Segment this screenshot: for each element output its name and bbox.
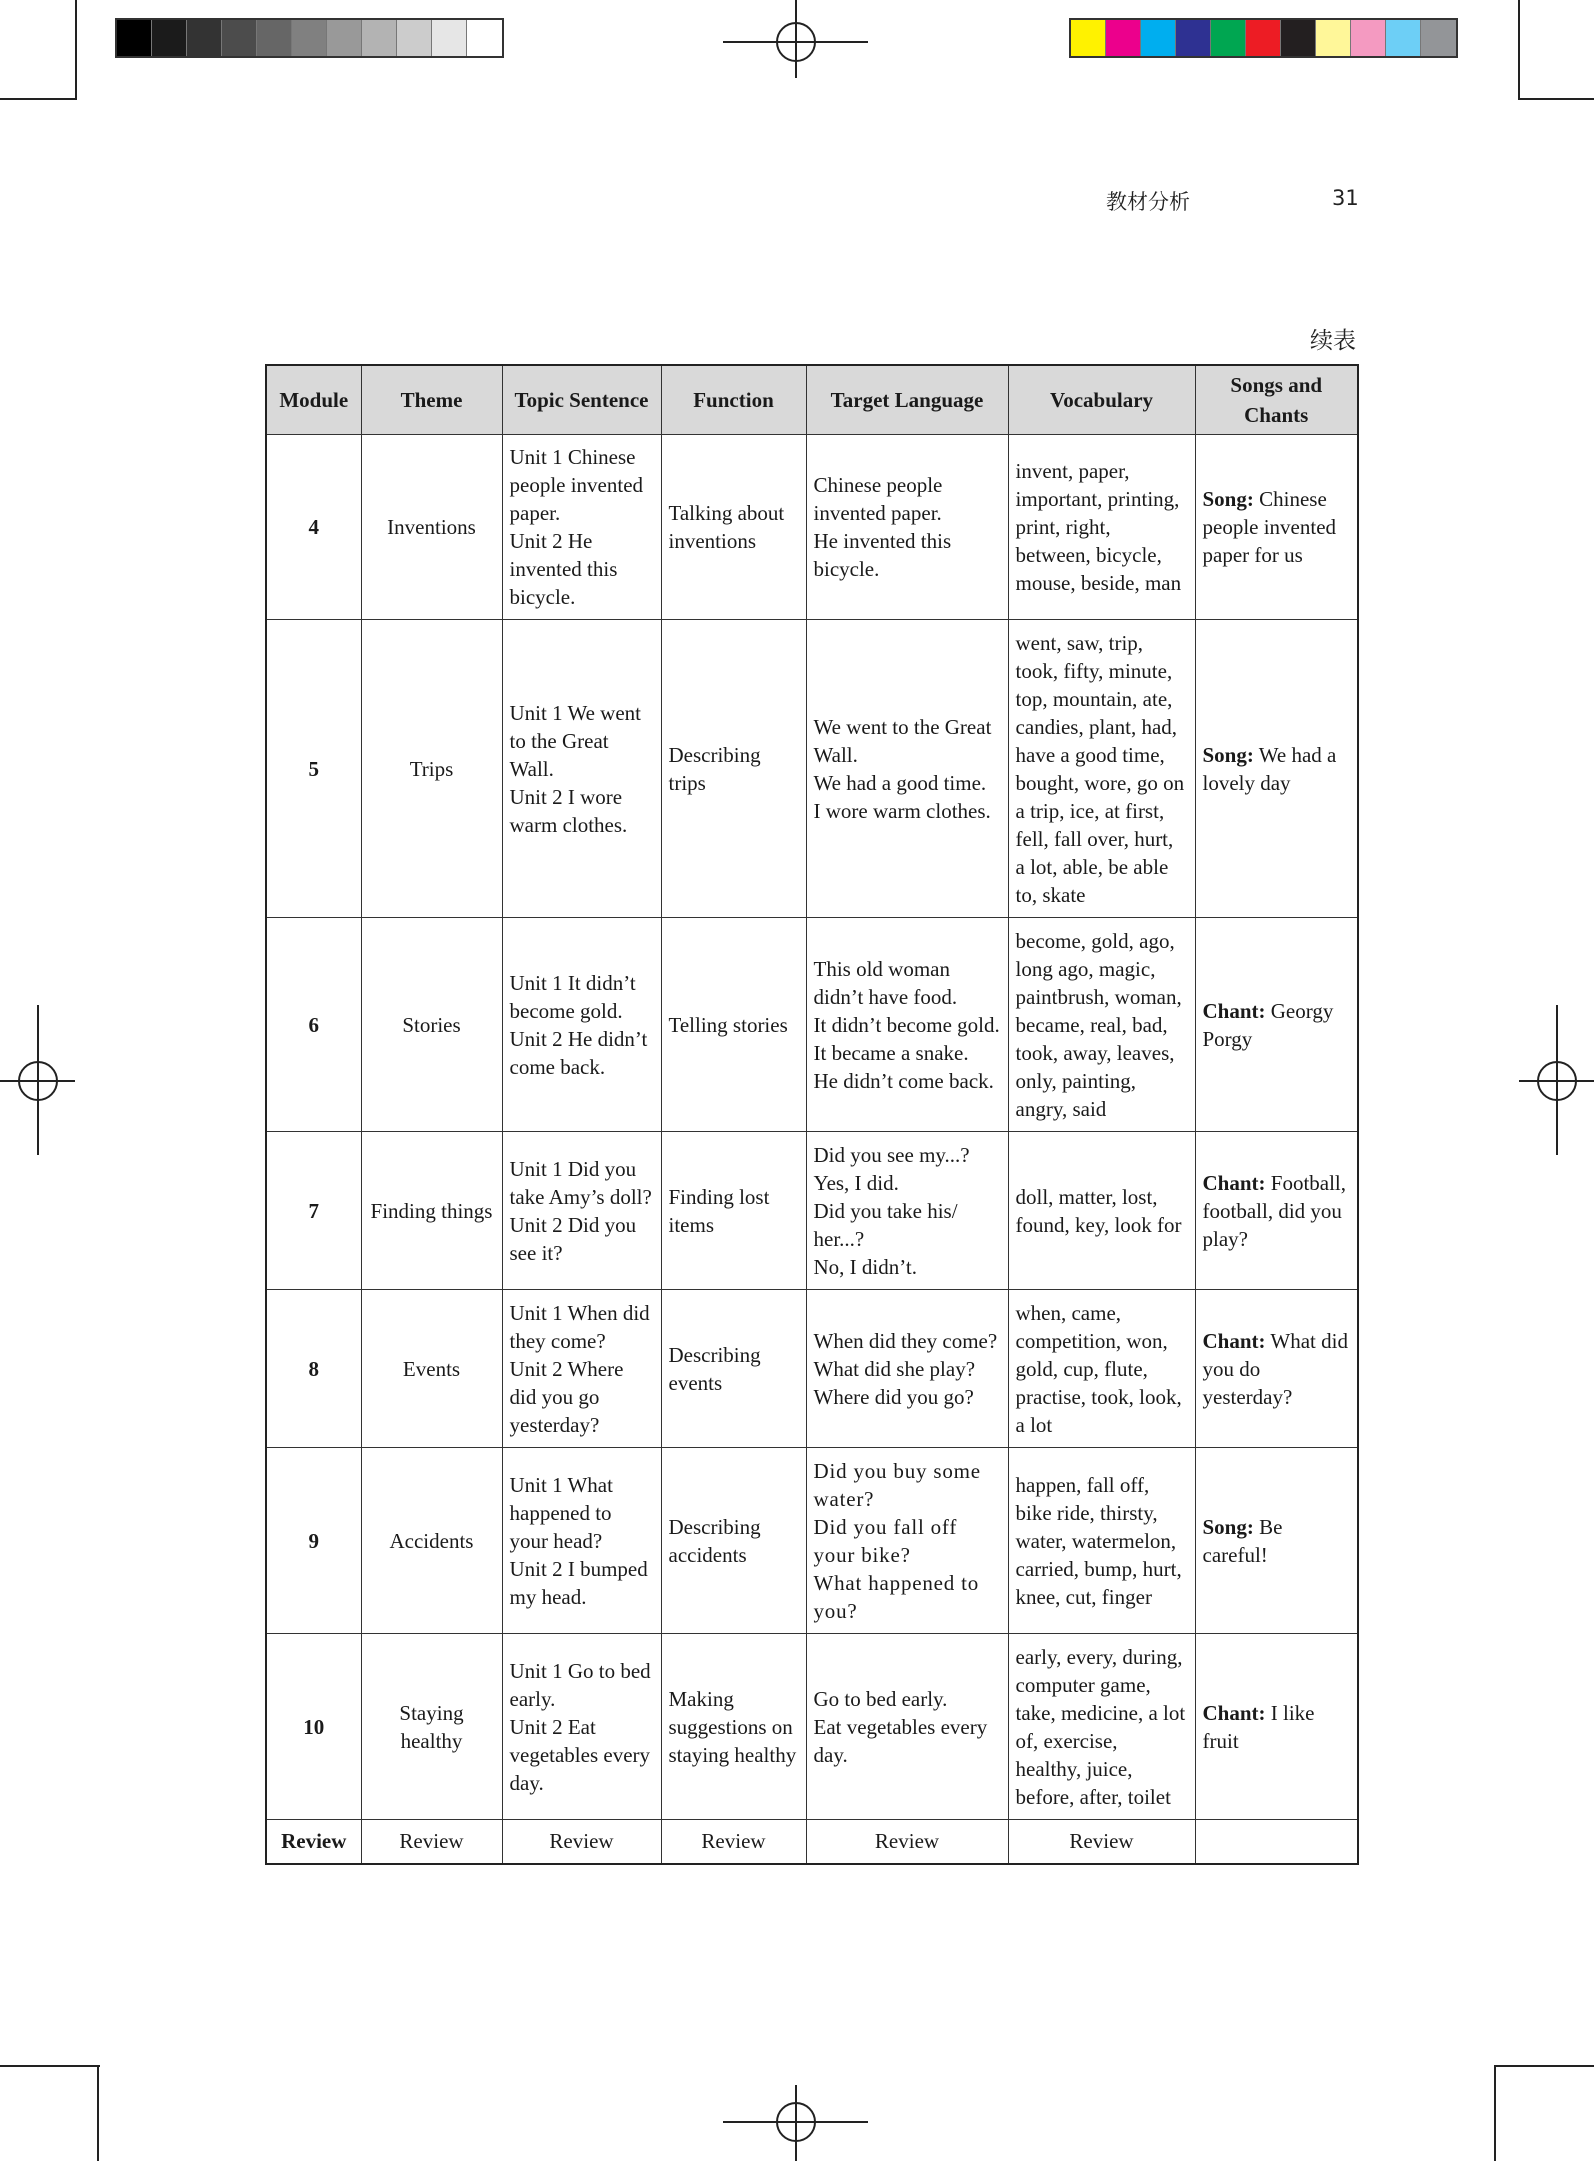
table-row bbox=[266, 1448, 1358, 1634]
song-type-label: Chant: bbox=[1202, 1328, 1266, 1353]
target-language-line: Did you take his/ her...? bbox=[813, 1198, 958, 1251]
function-cell: Describing accidents bbox=[661, 1448, 806, 1634]
topic-sentence-line: Unit 1 Chinese people invented paper. bbox=[509, 445, 644, 525]
target-language-cell bbox=[806, 435, 1008, 620]
topic-sentence-line: Unit 2 Where did you go yesterday? bbox=[509, 1356, 624, 1437]
table-row bbox=[266, 1634, 1358, 1820]
target-language-line: What happened to you? bbox=[813, 1570, 980, 1623]
target-language-line: We had a good time. bbox=[813, 770, 987, 795]
vocabulary-cell: when, came, competition, won, gold, cup, flute, practise, took, look, a lot bbox=[1008, 1290, 1195, 1448]
process-color-swatch bbox=[1071, 20, 1106, 56]
songs-chants-cell bbox=[1195, 1448, 1358, 1634]
song-type-label: Chant: bbox=[1202, 1700, 1266, 1725]
curriculum-table bbox=[265, 364, 1359, 1865]
topic-sentence-line: Unit 1 What happened to your head? bbox=[509, 1472, 613, 1553]
table-row bbox=[266, 1132, 1358, 1290]
song-title: Georgy Porgy bbox=[1202, 998, 1334, 1051]
songs-chants-cell bbox=[1195, 1132, 1358, 1290]
header-module: Module bbox=[266, 365, 361, 435]
target-language-line: Yes, I did. bbox=[813, 1170, 899, 1195]
topic-sentence-line: Unit 1 We went to the Great Wall. bbox=[509, 700, 641, 781]
table-continued-label: 续表 bbox=[1310, 328, 1356, 354]
target-language-line: Go to bed early. bbox=[813, 1686, 948, 1711]
review-topic-cell: Review bbox=[502, 1820, 661, 1864]
page-number: 31 bbox=[1332, 186, 1359, 210]
topic-sentence-line: Unit 2 He invented this bicycle. bbox=[509, 529, 618, 609]
process-color-swatch bbox=[1386, 20, 1421, 56]
vocabulary-cell: doll, matter, lost, found, key, look for bbox=[1008, 1132, 1195, 1290]
review-row bbox=[266, 1820, 1358, 1864]
target-language-line: When did they come? bbox=[813, 1328, 998, 1353]
target-language-line: I wore warm clothes. bbox=[813, 798, 991, 823]
review-function-cell: Review bbox=[661, 1820, 806, 1864]
topic-sentence-line: Unit 2 Eat vegetables every day. bbox=[509, 1714, 651, 1795]
target-language-cell bbox=[806, 1132, 1008, 1290]
process-color-swatch bbox=[1176, 20, 1211, 56]
target-language-line: What did she play? bbox=[813, 1356, 976, 1381]
header-vocabulary: Vocabulary bbox=[1008, 365, 1195, 435]
songs-chants-cell bbox=[1195, 1290, 1358, 1448]
topic-sentence-line: Unit 2 I bumped my head. bbox=[509, 1556, 648, 1609]
theme-cell: Finding things bbox=[361, 1132, 502, 1290]
song-type-label: Song: bbox=[1202, 1514, 1254, 1539]
song-type-label: Chant: bbox=[1202, 1170, 1266, 1195]
vocabulary-cell: become, gold, ago, long ago, magic, paintbrush, woman, became, real, bad, took, away, leaves, only, painting, angry, said bbox=[1008, 918, 1195, 1132]
song-type-label: Song: bbox=[1202, 487, 1254, 511]
target-language-line: Did you fall off your bike? bbox=[813, 1514, 958, 1567]
vocabulary-cell: early, every, during, computer game, take, medicine, a lot of, exercise, healthy, juice, before, after, toilet bbox=[1008, 1634, 1195, 1820]
topic-sentence-line: Unit 2 Did you see it? bbox=[509, 1212, 637, 1265]
topic-sentence-line: Unit 1 It didn’t become gold. bbox=[509, 970, 636, 1023]
process-color-swatch bbox=[1281, 20, 1316, 56]
module-cell: 9 bbox=[266, 1448, 361, 1634]
process-color-bar bbox=[1069, 18, 1458, 58]
topic-sentence-cell bbox=[502, 620, 661, 918]
target-language-line: He didn’t come back. bbox=[813, 1068, 994, 1093]
process-color-swatch bbox=[1351, 20, 1386, 56]
vocabulary-cell: went, saw, trip, took, fifty, minute, top, mountain, ate, candies, plant, had, have a good time, bought, wore, go on a trip, ice, at first, fell, fall over, hurt, a lot, able, be able to, skate bbox=[1008, 620, 1195, 918]
target-language-line: This old woman didn’t have food. bbox=[813, 956, 958, 1009]
topic-sentence-line: Unit 1 When did they come? bbox=[509, 1300, 650, 1353]
topic-sentence-line: Unit 2 I wore warm clothes. bbox=[509, 784, 628, 837]
topic-sentence-cell bbox=[502, 1634, 661, 1820]
target-language-line: Did you see my...? bbox=[813, 1142, 970, 1167]
review-target-cell: Review bbox=[806, 1820, 1008, 1864]
topic-sentence-line: Unit 1 Did you take Amy’s doll? bbox=[509, 1156, 652, 1209]
topic-sentence-line: Unit 1 Go to bed early. bbox=[509, 1658, 651, 1711]
song-title: Chinese people invented paper for us bbox=[1202, 487, 1337, 567]
function-cell: Telling stories bbox=[661, 918, 806, 1132]
vocabulary-cell: invent, paper, important, printing, print, right, between, bicycle, mouse, beside, man bbox=[1008, 435, 1195, 620]
process-color-swatch bbox=[1211, 20, 1246, 56]
song-title: Football, football, did you play? bbox=[1202, 1170, 1347, 1251]
topic-sentence-cell bbox=[502, 1448, 661, 1634]
target-language-line: Where did you go? bbox=[813, 1384, 974, 1409]
theme-cell: Events bbox=[361, 1290, 502, 1448]
theme-cell: Stories bbox=[361, 918, 502, 1132]
topic-sentence-cell bbox=[502, 435, 661, 620]
process-color-swatch bbox=[1246, 20, 1281, 56]
review-module-cell: Review bbox=[266, 1820, 361, 1864]
table-header-row bbox=[266, 365, 1358, 435]
song-type-label: Chant: bbox=[1202, 998, 1266, 1023]
grayscale-swatch bbox=[187, 20, 222, 56]
target-language-line: Did you buy some water? bbox=[813, 1458, 981, 1511]
grayscale-swatch bbox=[292, 20, 327, 56]
function-cell: Describing events bbox=[661, 1290, 806, 1448]
vocabulary-cell: happen, fall off, bike ride, thirsty, water, watermelon, carried, bump, hurt, knee, cut, finger bbox=[1008, 1448, 1195, 1634]
target-language-line: We went to the Great Wall. bbox=[813, 714, 992, 767]
songs-chants-cell bbox=[1195, 1634, 1358, 1820]
target-language-cell bbox=[806, 1634, 1008, 1820]
grayscale-swatch bbox=[362, 20, 397, 56]
topic-sentence-cell bbox=[502, 918, 661, 1132]
review-vocabulary-cell: Review bbox=[1008, 1820, 1195, 1864]
module-cell: 8 bbox=[266, 1290, 361, 1448]
function-cell: Making suggestions on staying healthy bbox=[661, 1634, 806, 1820]
header-songs-and-chants: Songs and Chants bbox=[1195, 365, 1358, 435]
topic-sentence-cell bbox=[502, 1132, 661, 1290]
grayscale-swatch bbox=[117, 20, 152, 56]
song-type-label: Song: bbox=[1202, 742, 1254, 767]
target-language-line: No, I didn’t. bbox=[813, 1254, 917, 1279]
grayscale-swatch bbox=[327, 20, 362, 56]
songs-chants-cell bbox=[1195, 435, 1358, 620]
process-color-swatch bbox=[1106, 20, 1141, 56]
grayscale-swatch bbox=[257, 20, 292, 56]
review-songs-cell bbox=[1195, 1820, 1358, 1864]
song-title: We had a lovely day bbox=[1202, 742, 1337, 795]
song-title: Be careful! bbox=[1202, 1514, 1283, 1567]
header-topic-sentence: Topic Sentence bbox=[502, 365, 661, 435]
module-cell: 6 bbox=[266, 918, 361, 1132]
grayscale-swatch bbox=[397, 20, 432, 56]
header-function: Function bbox=[661, 365, 806, 435]
process-color-swatch bbox=[1421, 20, 1456, 56]
topic-sentence-cell bbox=[502, 1290, 661, 1448]
table-row bbox=[266, 620, 1358, 918]
grayscale-swatch bbox=[432, 20, 467, 56]
target-language-line: He invented this bicycle. bbox=[813, 529, 952, 581]
song-title: I like fruit bbox=[1202, 1700, 1315, 1753]
topic-sentence-line: Unit 2 He didn’t come back. bbox=[509, 1026, 648, 1079]
function-cell: Talking about inventions bbox=[661, 435, 806, 620]
target-language-cell bbox=[806, 1448, 1008, 1634]
grayscale-color-bar bbox=[115, 18, 504, 58]
theme-cell: Inventions bbox=[361, 435, 502, 620]
target-language-cell bbox=[806, 918, 1008, 1132]
grayscale-swatch bbox=[222, 20, 257, 56]
review-theme-cell: Review bbox=[361, 1820, 502, 1864]
target-language-line: It didn’t become gold. It became a snake. bbox=[813, 1012, 1000, 1065]
theme-cell: Accidents bbox=[361, 1448, 502, 1634]
header-theme: Theme bbox=[361, 365, 502, 435]
grayscale-swatch bbox=[152, 20, 187, 56]
song-title: What did you do yesterday? bbox=[1202, 1328, 1348, 1409]
theme-cell: Staying healthy bbox=[361, 1634, 502, 1820]
process-color-swatch bbox=[1141, 20, 1176, 56]
theme-cell: Trips bbox=[361, 620, 502, 918]
table-row bbox=[266, 918, 1358, 1132]
module-cell: 7 bbox=[266, 1132, 361, 1290]
songs-chants-cell bbox=[1195, 918, 1358, 1132]
table-row bbox=[266, 1290, 1358, 1448]
function-cell: Describing trips bbox=[661, 620, 806, 918]
table-row bbox=[266, 435, 1358, 620]
process-color-swatch bbox=[1316, 20, 1351, 56]
target-language-line: Chinese people invented paper. bbox=[813, 473, 943, 525]
header-target-language: Target Language bbox=[806, 365, 1008, 435]
target-language-line: Eat vegetables every day. bbox=[813, 1714, 988, 1767]
module-cell: 4 bbox=[266, 435, 361, 620]
grayscale-swatch bbox=[467, 20, 502, 56]
target-language-cell bbox=[806, 1290, 1008, 1448]
songs-chants-cell bbox=[1195, 620, 1358, 918]
module-cell: 10 bbox=[266, 1634, 361, 1820]
section-label: 教材分析 bbox=[1106, 190, 1190, 214]
function-cell: Finding lost items bbox=[661, 1132, 806, 1290]
target-language-cell bbox=[806, 620, 1008, 918]
module-cell: 5 bbox=[266, 620, 361, 918]
